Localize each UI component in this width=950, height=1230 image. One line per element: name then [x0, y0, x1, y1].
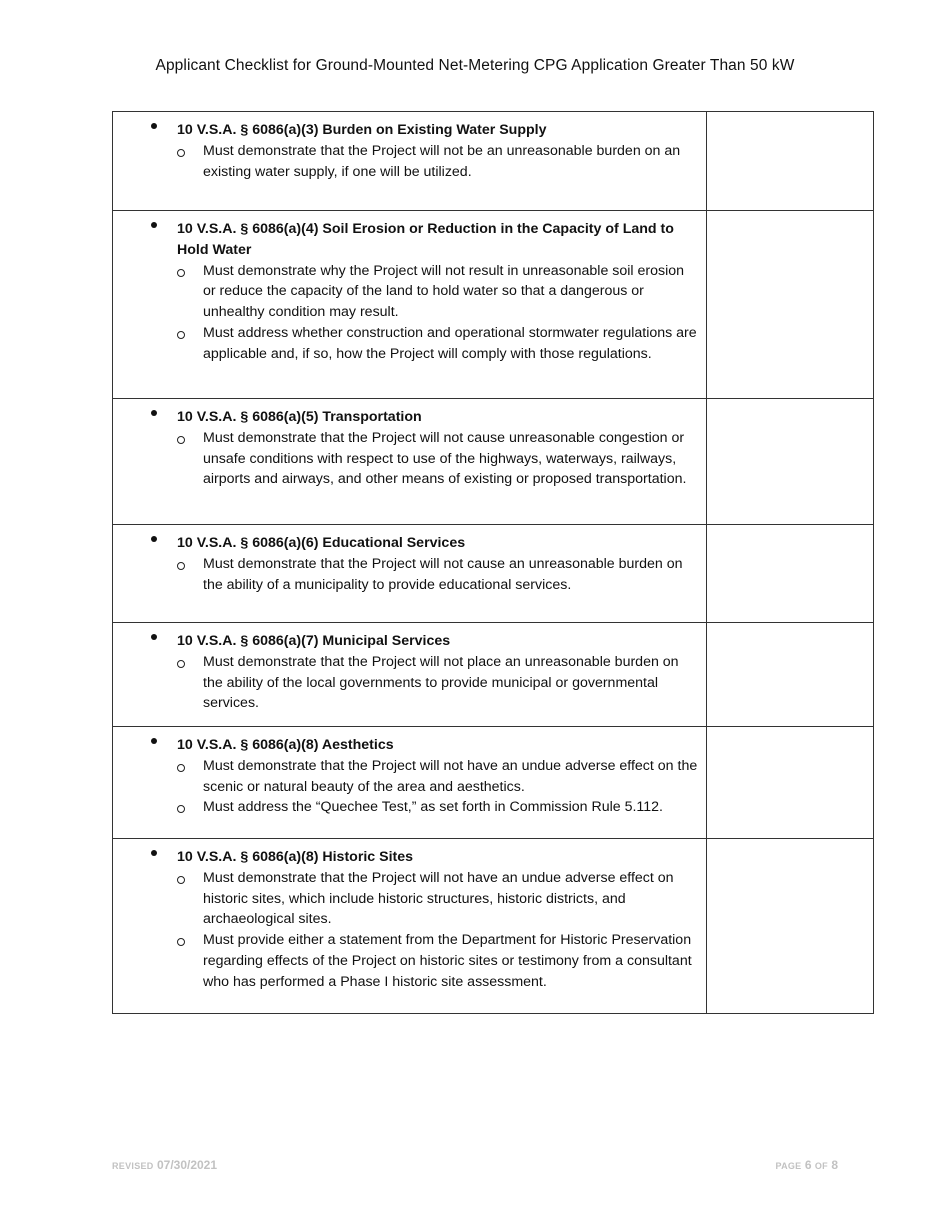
- checklist-row: [113, 525, 874, 623]
- check-cell[interactable]: [707, 211, 874, 399]
- revision-date: [112, 1158, 217, 1172]
- requirement-item: [177, 797, 698, 818]
- bullet-icon: [151, 536, 157, 542]
- requirement-heading: 10 V.S.A. § 6086(a)(4) Soil Erosion or Reduction in the Capacity of Land to Hold Water: [177, 221, 674, 258]
- check-cell[interactable]: [707, 399, 874, 525]
- requirement-item-text: Must address whether construction and operational stormwater regulations are applicable and, if so, how the Project will comply with those regulations.: [203, 324, 697, 362]
- requirement-item: [177, 930, 698, 992]
- requirement-item: [177, 323, 698, 365]
- requirement-item-text: Must demonstrate why the Project will not result in unreasonable soil erosion or reduce the capacity of the land to hold water so that a dangerous or unhealthy condition may result.: [203, 262, 685, 321]
- page-current: 6: [804, 1158, 812, 1172]
- requirement-heading: 10 V.S.A. § 6086(a)(8) Historic Sites: [177, 849, 414, 865]
- bullet-icon: [151, 222, 157, 228]
- requirement-heading: 10 V.S.A. § 6086(a)(7) Municipal Services: [177, 633, 451, 649]
- requirement-cell: [113, 525, 707, 623]
- checklist-row: [113, 623, 874, 727]
- requirement-item: [177, 261, 698, 323]
- checklist-table: [112, 111, 874, 1014]
- circle-bullet-icon: [177, 938, 185, 946]
- page-header: Applicant Checklist for Ground-Mounted Net-Metering CPG Application Greater Than 50 kW: [155, 57, 795, 74]
- requirement-item-text: Must demonstrate that the Project will not cause an unreasonable burden on the ability of a municipality to provide educational services.: [203, 555, 683, 593]
- requirement-item: [177, 868, 698, 930]
- requirement-cell: [113, 211, 707, 399]
- circle-bullet-icon: [177, 269, 185, 277]
- revised-date: 07/30/2021: [156, 1158, 218, 1172]
- checklist-row: [113, 211, 874, 399]
- requirement-item-text: Must provide either a statement from the Department for Historic Preservation regarding effects of the Project on historic sites or testimony from a consultant who has performed a Phase I historic site assessment.: [203, 932, 692, 990]
- circle-bullet-icon: [177, 149, 185, 157]
- requirement-item: [177, 652, 698, 714]
- requirement-item: [177, 141, 698, 183]
- requirement-item-text: Must address the “Quechee Test,” as set forth in Commission Rule 5.112.: [203, 799, 663, 816]
- of-label: OF: [814, 1161, 828, 1171]
- bullet-icon: [151, 850, 157, 856]
- requirement-cell: [113, 839, 707, 1014]
- check-cell[interactable]: [707, 839, 874, 1014]
- requirement-item: [177, 428, 698, 490]
- bullet-icon: [151, 738, 157, 744]
- bullet-icon: [151, 410, 157, 416]
- circle-bullet-icon: [177, 331, 185, 339]
- requirement-item-text: Must demonstrate that the Project will not have an undue adverse effect on the scenic or natural beauty of the area and aesthetics.: [203, 757, 698, 795]
- checklist-row: [113, 399, 874, 525]
- check-cell[interactable]: [707, 525, 874, 623]
- check-cell[interactable]: [707, 623, 874, 727]
- requirement-item: [177, 756, 698, 798]
- page-number: [775, 1158, 838, 1172]
- revised-label: REVISED: [112, 1161, 154, 1171]
- requirement-heading: 10 V.S.A. § 6086(a)(3) Burden on Existing Water Supply: [177, 122, 547, 138]
- requirement-item: [177, 554, 698, 596]
- checklist-row: [113, 839, 874, 1014]
- requirement-heading: 10 V.S.A. § 6086(a)(5) Transportation: [177, 409, 422, 425]
- check-cell[interactable]: [707, 727, 874, 839]
- requirement-heading: 10 V.S.A. § 6086(a)(6) Educational Services: [177, 535, 466, 551]
- requirement-cell: [113, 399, 707, 525]
- bullet-icon: [151, 123, 157, 129]
- check-cell[interactable]: [707, 112, 874, 211]
- page-label: PAGE: [775, 1161, 802, 1171]
- circle-bullet-icon: [177, 764, 185, 772]
- requirement-heading: 10 V.S.A. § 6086(a)(8) Aesthetics: [177, 737, 394, 753]
- requirement-cell: [113, 727, 707, 839]
- circle-bullet-icon: [177, 660, 185, 668]
- circle-bullet-icon: [177, 436, 185, 444]
- page-total: 8: [831, 1158, 838, 1172]
- circle-bullet-icon: [177, 562, 185, 570]
- bullet-icon: [151, 634, 157, 640]
- requirement-cell: [113, 623, 707, 727]
- requirement-item-text: Must demonstrate that the Project will not cause unreasonable congestion or unsafe conditions with respect to use of the highways, waterways, railways, airports and airways, and other means of existing or proposed transportation.: [203, 429, 687, 488]
- requirement-item-text: Must demonstrate that the Project will not be an unreasonable burden on an existing water supply, if one will be utilized.: [203, 142, 681, 180]
- requirement-cell: [113, 112, 707, 211]
- circle-bullet-icon: [177, 805, 185, 813]
- checklist-row: [113, 112, 874, 211]
- requirement-item-text: Must demonstrate that the Project will not place an unreasonable burden on the ability of the local governments to provide municipal or governmental services.: [203, 653, 679, 712]
- requirement-item-text: Must demonstrate that the Project will not have an undue adverse effect on historic sites, which include historic structures, historic districts, and archaeological sites.: [203, 869, 674, 928]
- checklist-row: [113, 727, 874, 839]
- circle-bullet-icon: [177, 876, 185, 884]
